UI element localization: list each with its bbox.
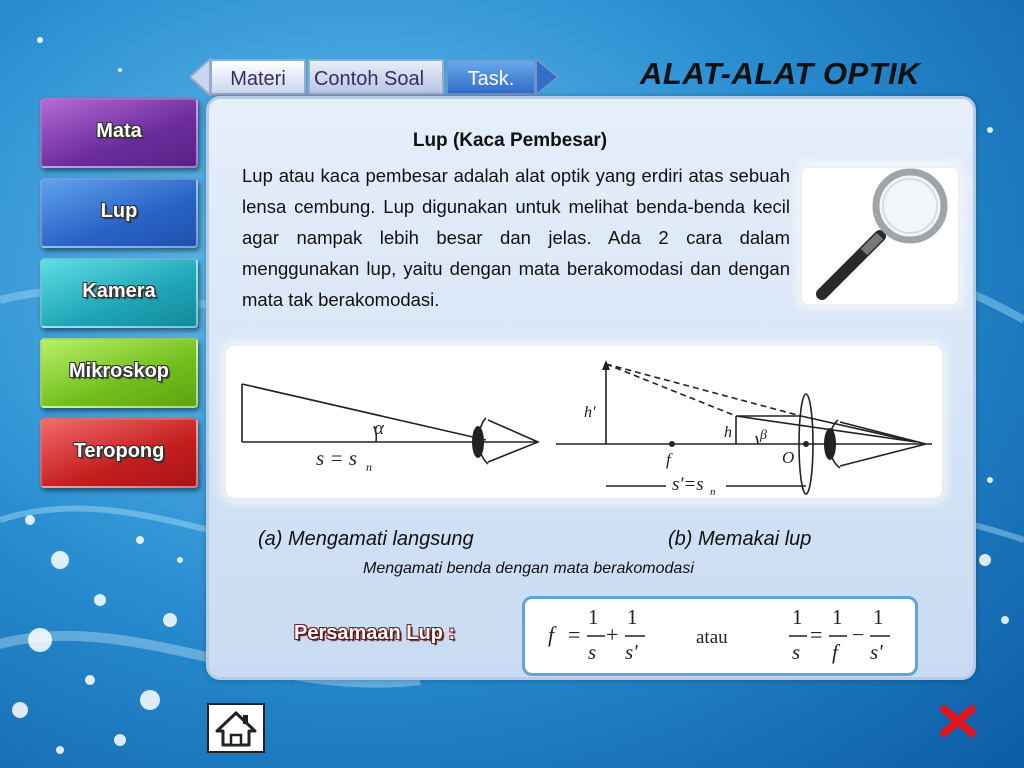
diagram-label-o: O <box>782 448 795 467</box>
caption-b: (b) Memakai lup <box>668 528 812 550</box>
equation-f-lhs: f <box>548 622 555 647</box>
equation2-den-f: f <box>832 640 838 664</box>
nav-mikroskop-label: Mikroskop <box>68 360 170 382</box>
diagram-label-f: f <box>666 450 671 469</box>
equation-den-s-prime: s' <box>625 640 638 664</box>
diagram-label-beta: β <box>760 428 767 443</box>
equation-num-2: 1 <box>627 605 638 629</box>
diagram-label-s: s = s <box>316 446 358 470</box>
equation-plus: + <box>606 622 619 647</box>
tab-task[interactable]: Task. <box>446 59 536 95</box>
nav-kamera-button[interactable] <box>40 258 198 328</box>
caption-subtitle: Mengamati benda dengan mata berakomodasi <box>363 560 694 577</box>
nav-mata-label: Mata <box>96 120 142 142</box>
description-paragraph: Lup atau kaca pembesar adalah alat optik yang erdiri atas sebuah lensa cembung. Lup digunakan untuk melihat benda-benda kecil agar nampak lebih besar dan jelas. Ada 2 cara dalam menggunakan lup, yaitu dengan mata berakomodasi dan dengan mata tak berakomodasi. <box>242 165 790 310</box>
equation2-equals: = <box>810 622 823 647</box>
equation2-den-s: s <box>792 640 801 664</box>
page-title: ALAT-ALAT OPTIK <box>640 56 921 91</box>
diagram-label-n2: n <box>710 486 716 498</box>
diagram-label-n: n <box>366 460 372 474</box>
caption-a: (a) Mengamati langsung <box>258 528 474 550</box>
optics-diagram-drawing <box>226 346 942 498</box>
diagram-label-alpha: α <box>374 418 384 439</box>
nav-mata-button[interactable] <box>40 98 198 168</box>
magnifier-icon <box>802 168 958 304</box>
equation2-num-3: 1 <box>873 605 884 629</box>
equation2-minus: − <box>852 622 865 647</box>
nav-mikroskop-button[interactable] <box>40 338 198 408</box>
equation2-den-s-prime: s' <box>870 640 883 664</box>
equation-label: Persamaan Lup : <box>294 622 456 644</box>
section-heading: Lup (Kaca Pembesar) <box>412 130 608 151</box>
diagram-label-s-prime: s'=s <box>672 474 704 495</box>
close-button[interactable] <box>938 703 978 739</box>
nav-lup-button[interactable] <box>40 178 198 248</box>
optics-diagram <box>226 346 942 498</box>
equation2-num-2: 1 <box>832 605 843 629</box>
equation-num-1: 1 <box>588 605 599 629</box>
nav-kamera-label: Kamera <box>82 280 156 302</box>
nav-lup-label: Lup <box>100 200 138 222</box>
nav-teropong-label: Teropong <box>73 440 165 462</box>
equation2-num-1: 1 <box>792 605 803 629</box>
home-button[interactable] <box>207 703 265 753</box>
tab-materi[interactable]: Materi <box>210 59 306 95</box>
equation-atau: atau <box>696 627 728 648</box>
magnifier-image <box>802 168 958 304</box>
equation-den-s: s <box>588 640 597 664</box>
tab-contoh-soal[interactable]: Contoh Soal <box>308 59 444 95</box>
diagram-label-h: h <box>724 424 732 441</box>
nav-teropong-button[interactable] <box>40 418 198 488</box>
home-icon <box>209 705 263 751</box>
tab-bar <box>190 55 560 99</box>
diagram-label-h-prime: h' <box>584 404 596 421</box>
equation-equals-1: = <box>568 622 581 647</box>
close-icon <box>938 703 978 739</box>
